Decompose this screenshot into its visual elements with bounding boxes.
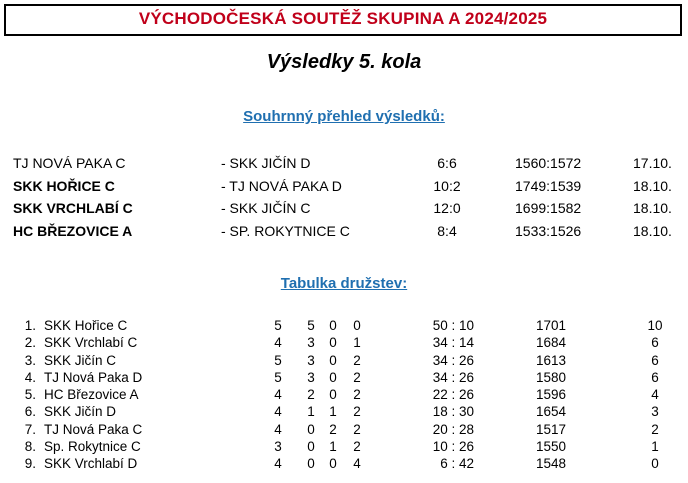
match-points-score: 34 : 26 <box>432 352 474 368</box>
average-pins: 1701 <box>536 318 567 333</box>
average-pins: 1580 <box>536 369 567 385</box>
draws: 2 <box>329 421 337 437</box>
team-name: TJ Nová Paka C <box>44 421 143 437</box>
losses: 2 <box>353 369 361 385</box>
table-points: 1 <box>651 439 659 455</box>
team-name: SKK Vrchlabí C <box>44 335 138 351</box>
match-points-score: 18 : 30 <box>432 404 474 420</box>
table-row <box>0 369 688 386</box>
table-row <box>0 352 688 369</box>
average-pins: 1548 <box>536 456 567 472</box>
wins: 0 <box>307 439 315 455</box>
match-date: 18.10. <box>633 177 672 194</box>
losses: 2 <box>353 421 361 437</box>
rank: 7. <box>24 421 36 437</box>
wins: 3 <box>307 335 315 351</box>
wins: 3 <box>307 369 315 385</box>
draws: 0 <box>329 335 337 351</box>
competition-banner <box>4 4 682 36</box>
average-pins: 1613 <box>536 352 567 368</box>
table-row <box>0 403 688 420</box>
match-points-score: 20 : 28 <box>432 421 474 437</box>
home-team: SKK HOŘICE C <box>13 177 115 194</box>
table-points: 4 <box>651 387 659 403</box>
wins: 2 <box>307 387 315 403</box>
table-row <box>0 421 688 438</box>
rank: 3. <box>24 352 36 368</box>
rank: 2. <box>24 335 36 351</box>
team-name: TJ Nová Paka D <box>44 369 143 385</box>
table-points: 6 <box>651 352 659 368</box>
home-team: HC BŘEZOVICE A <box>13 222 133 239</box>
match-points-score: 6 : 42 <box>440 456 474 472</box>
losses: 2 <box>353 439 361 455</box>
round-title: Výsledky 5. kola <box>266 51 422 73</box>
draws: 0 <box>329 369 337 385</box>
rank: 5. <box>24 387 36 403</box>
standings-table <box>0 317 688 473</box>
losses: 1 <box>353 335 361 351</box>
matches-played: 4 <box>274 387 282 403</box>
results-list <box>0 153 688 243</box>
away-team: - SKK JIČÍN C <box>221 200 311 216</box>
table-row <box>0 438 688 455</box>
draws: 0 <box>329 387 337 403</box>
standings-title: Tabulka družstev: <box>280 275 408 292</box>
wins: 5 <box>307 318 315 333</box>
match-points-score: 10 : 26 <box>432 439 474 455</box>
losses: 2 <box>353 352 361 368</box>
match-row <box>0 221 688 244</box>
average-pins: 1517 <box>536 421 567 437</box>
table-points: 6 <box>651 335 659 351</box>
losses: 2 <box>353 404 361 420</box>
rank: 1. <box>24 318 36 333</box>
matches-played: 5 <box>274 369 282 385</box>
draws: 1 <box>329 404 337 420</box>
table-points: 3 <box>651 404 659 420</box>
away-team: - SP. ROKYTNICE C <box>221 222 350 239</box>
match-row <box>0 176 688 199</box>
rank: 9. <box>24 456 36 472</box>
match-points: 6:6 <box>437 155 457 171</box>
wins: 3 <box>307 352 315 368</box>
matches-played: 4 <box>274 421 282 437</box>
home-team: TJ NOVÁ PAKA C <box>13 155 126 171</box>
team-name: HC Březovice A <box>44 387 139 403</box>
table-row <box>0 455 688 472</box>
rank: 4. <box>24 369 36 385</box>
average-pins: 1654 <box>536 404 567 420</box>
match-points-score: 22 : 26 <box>432 387 474 403</box>
match-pins: 1749:1539 <box>515 177 582 194</box>
draws: 1 <box>329 439 337 455</box>
draws: 0 <box>329 318 337 333</box>
matches-played: 4 <box>274 404 282 420</box>
wins: 1 <box>307 404 315 420</box>
match-row <box>0 153 688 176</box>
losses: 4 <box>353 456 361 472</box>
match-points: 8:4 <box>437 222 457 239</box>
home-team: SKK VRCHLABÍ C <box>13 200 133 216</box>
table-points: 0 <box>651 456 659 472</box>
table-row <box>0 386 688 403</box>
match-points-score: 34 : 26 <box>432 369 474 385</box>
match-date: 17.10. <box>633 155 672 171</box>
losses: 2 <box>353 387 361 403</box>
summary-title: Souhrnný přehled výsledků: <box>243 108 445 125</box>
matches-played: 5 <box>274 318 282 333</box>
losses: 0 <box>353 318 361 333</box>
team-name: SKK Jičín C <box>44 352 117 368</box>
match-points-score: 34 : 14 <box>432 335 474 351</box>
draws: 0 <box>329 352 337 368</box>
team-name: SKK Vrchlabí D <box>44 456 138 472</box>
team-name: SKK Jičín D <box>44 404 117 420</box>
competition-title: VÝCHODOČESKÁ SOUTĚŽ SKUPINA A 2024/2025 <box>138 9 548 28</box>
matches-played: 4 <box>274 335 282 351</box>
table-points: 2 <box>651 421 659 437</box>
rank: 6. <box>24 404 36 420</box>
match-pins: 1560:1572 <box>515 155 582 171</box>
wins: 0 <box>307 421 315 437</box>
match-points: 10:2 <box>433 177 461 194</box>
away-team: - SKK JIČÍN D <box>221 155 311 171</box>
match-date: 18.10. <box>633 222 672 239</box>
average-pins: 1550 <box>536 439 567 455</box>
team-name: Sp. Rokytnice C <box>44 439 141 455</box>
wins: 0 <box>307 456 315 472</box>
match-date: 18.10. <box>633 200 672 216</box>
match-points-score: 50 : 10 <box>432 318 474 333</box>
rank: 8. <box>24 439 36 455</box>
average-pins: 1684 <box>536 335 567 351</box>
table-row <box>0 317 688 334</box>
table-points: 6 <box>651 369 659 385</box>
matches-played: 3 <box>274 439 282 455</box>
matches-played: 4 <box>274 456 282 472</box>
away-team: - TJ NOVÁ PAKA D <box>221 177 342 194</box>
table-row <box>0 334 688 351</box>
match-points: 12:0 <box>433 200 461 216</box>
average-pins: 1596 <box>536 387 567 403</box>
matches-played: 5 <box>274 352 282 368</box>
match-pins: 1533:1526 <box>515 222 582 239</box>
team-name: SKK Hořice C <box>44 318 128 333</box>
table-points: 10 <box>647 318 663 333</box>
match-row <box>0 198 688 221</box>
draws: 0 <box>329 456 337 472</box>
match-pins: 1699:1582 <box>515 200 582 216</box>
